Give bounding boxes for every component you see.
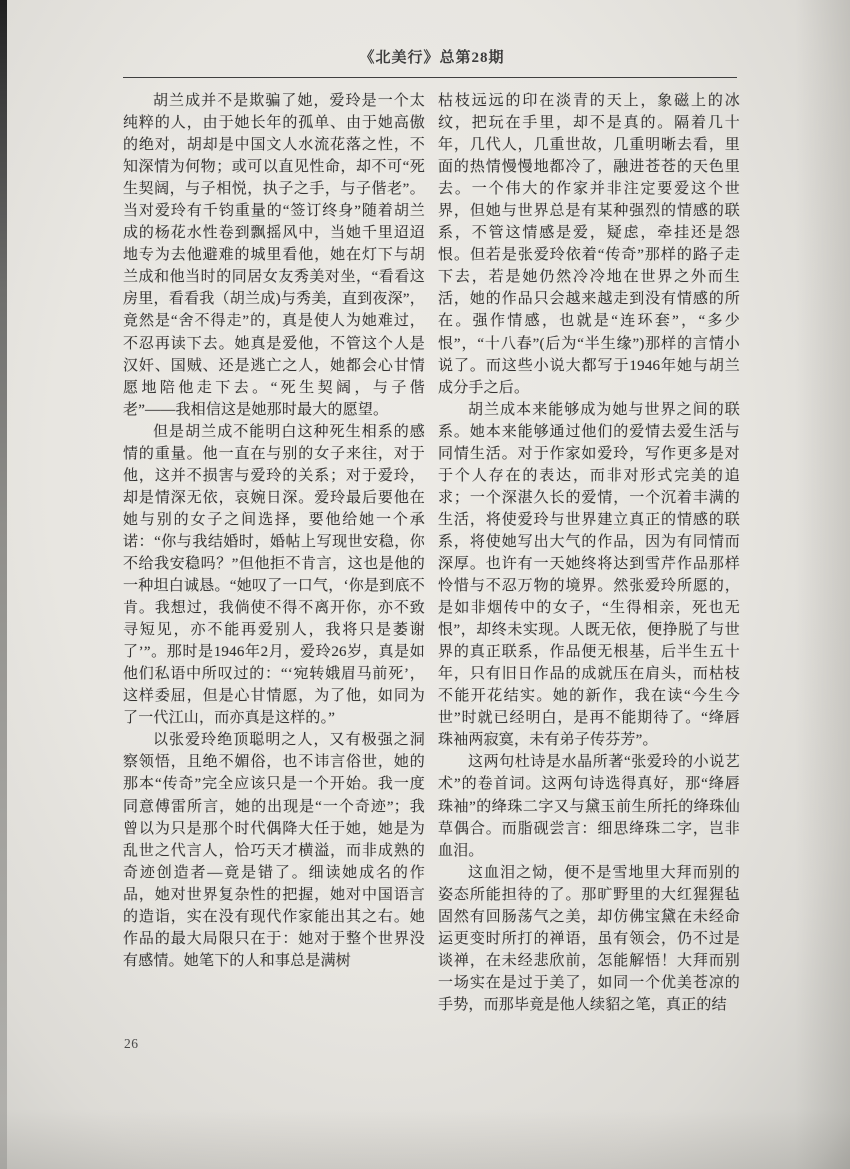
paragraph-continuation: 枯枝远远的印在淡青的天上，象磁上的冰纹，把玩在手里，却不是真的。隔着几十年，几代人，几重世故，几重明晰去看，里面的热情慢慢地都冷了，融进苍苍的天色里去。一个伟大的作家并非注定要爱这个世界，但她与世界总是有某种强烈的情感的联系，不管这情感是爱，疑虑，牵挂还是怨恨。但若是张爱玲依着“传奇”那样的路子走下去，若是她仍然冷冷地在世界之外而生活，她的作品只会越来越走到没有情感的所在。强作情感，也就是“连环套”，“多少恨”，“十八春”(后为“半生缘”)那样的言情小说了。而这些小说大都写于1946年她与胡兰成分手之后。 xyxy=(438,93,740,396)
paragraph: 但是胡兰成不能明白这种死生相系的感情的重量。他一直在与别的女子来往，对于他，这并不损害与爱玲的关系；对于爱玲，却是情深无依，哀婉日深。爱玲最后要他在她与别的女子之间选择，要他给她一个承诺：“你与我结婚时，婚帖上写现世安稳，你不给我安稳吗？”但他拒不肯言，这也是他的一种坦白诚恳。“她叹了一口气，‘你是到底不肯。我想过，我倘使不得不离开你，亦不致寻短见，亦不能再爱别人，我将只是萎谢了’”。那时是1946年2月，爱玲26岁，真是如他们私语中所叹过的：“‘宛转娥眉马前死’，这样委屈，但是心甘情愿，为了他，如同为了一代江山，而亦真是这样的。” xyxy=(123,423,425,727)
left-column xyxy=(123,90,425,1016)
text-columns xyxy=(123,90,741,1016)
paragraph: 胡兰成并不是欺骗了她，爱玲是一个太纯粹的人，由于她长年的孤单、由于她高傲的绝对，胡却是中国文人水流花落之性，不知深情为何物；或可以直见性命，却不可“死生契阔，与子相悦，执子之手，与子偕老”。当对爱玲有千钧重量的“签订终身”随着胡兰成的杨花水性卷到飘摇风中，当她千里迢迢地专为去他避难的城里看他，她在灯下与胡兰成和他当时的同居女友秀美对坐，“看看这房里，看看我（胡兰成)与秀美，直到夜深”，竟然是“舍不得走”的，真是使人为她难过，不忍再读下去。她真是爱他，不管这个人是汉奸、国贼、还是逃亡之人，她都会心甘情愿地陪他走下去。“死生契阔，与子偕老”——我相信这是她那时最大的愿望。 xyxy=(123,93,425,418)
paragraph: 胡兰成本来能够成为她与世界之间的联系。她本来能够通过他们的爱情去爱生活与同情生活。对于作家如爱玲，写作更多是对于个人存在的表达，而非对形式完美的追求；一个深湛久长的爱情，一个沉着丰满的生活，将使爱玲与世界建立真正的情感的联系，将使她写出大气的作品，因为有同情而深厚。也许有一天她终将达到雪芹作品那样怜惜与不忍万物的境界。然张爱玲所愿的，是如非烟传中的女子，“生得相亲，死也无恨”，却终未实现。人既无依，便挣脱了与世界的真正联系，作品便无根基，后半生五十年，只有旧日作品的成就压在肩头，而枯枝不能开花结实。她的新作，我在读“今生今世”时就已经明白，是再不能期待了。“绛唇珠袖两寂寞，未有弟子传芬芳”。 xyxy=(438,401,740,749)
right-column xyxy=(438,90,740,1016)
binding-shadow xyxy=(0,0,7,1169)
journal-header-title: 《北美行》总第28期 xyxy=(359,50,505,66)
scan-edge-bottom xyxy=(0,1109,850,1169)
scan-edge-right xyxy=(795,0,850,1169)
page-content xyxy=(123,46,741,1016)
page-number: 26 xyxy=(124,1036,139,1051)
paragraph: 以张爱玲绝顶聪明之人，又有极强之洞察领悟，且绝不媚俗，也不讳言俗世，她的那本“传奇”完全应该只是一个开始。我一度同意傅雷所言，她的出现是“一个奇迹”；我曾以为只是那个时代偶降大任于她，她是为乱世之代言人，恰巧天才横溢，而非成熟的奇迹创造者—竟是错了。细读她成名的作品，她对世界复杂性的把握，她对中国语言的造诣，实在没有现代作家能出其之右。她作品的最大局限只在于：她对于整个世界没有感情。她笔下的人和事总是满树 xyxy=(123,732,425,969)
header-rule xyxy=(123,77,737,78)
paragraph: 这血泪之恸，便不是雪地里大拜而别的姿态所能担待的了。那旷野里的大红猩猩毡固然有回肠荡气之美，却仿佛宝黛在未经命运更变时所打的禅语，虽有领会，仍不过是谈禅，在未经悲欣前，怎能解悟！大拜而别一场实在是过于美了，如同一个优美苍凉的手势，而那毕竟是他人续貂之笔，真正的结 xyxy=(438,864,740,1013)
paragraph: 这两句杜诗是水晶所著“张爱玲的小说艺术”的卷首词。这两句诗选得真好，那“绛唇珠袖”的绛珠二字又与黛玉前生所托的绛珠仙草偶合。而脂砚尝言：细思绛珠二字，岂非血泪。 xyxy=(438,754,740,859)
